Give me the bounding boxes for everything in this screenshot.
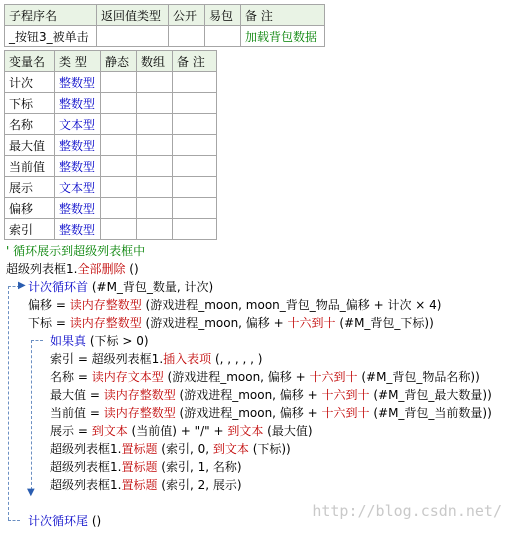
header-remark: 备 注 <box>241 5 325 26</box>
var-array-cell[interactable] <box>137 177 173 198</box>
loop-guide-line <box>8 286 9 520</box>
var-array-cell[interactable] <box>137 93 173 114</box>
header-var-name: 变量名 <box>5 51 55 72</box>
code-text: (游戏进程_moon, 偏移 + <box>163 370 310 384</box>
var-static-cell[interactable] <box>101 135 137 156</box>
code-text: (下标)) <box>248 442 291 456</box>
code-text: (#M_背包_下标)) <box>335 316 434 330</box>
if-end-arrow-icon: ▼ <box>27 487 35 498</box>
code-text: () <box>125 262 139 276</box>
function-name: 到文本 <box>227 424 264 438</box>
variables-header-row <box>5 51 217 72</box>
code-line-insert[interactable] <box>50 350 262 368</box>
header-var-type: 类 型 <box>55 51 101 72</box>
loop-keyword: 计次循环首 <box>28 280 89 294</box>
code-text: 超级列表框1. <box>50 460 122 474</box>
code-text: 超级列表框1. <box>50 442 122 456</box>
code-comment[interactable]: ' 循环展示到超级列表框中 <box>6 244 146 258</box>
function-name: 十六到十 <box>321 406 370 420</box>
public-cell[interactable] <box>169 26 205 47</box>
code-text: 名称 = <box>50 370 92 384</box>
variable-row[interactable] <box>5 177 217 198</box>
var-name-cell[interactable]: 计次 <box>5 72 55 93</box>
header-easy-package: 易包 <box>205 5 241 26</box>
var-type-cell[interactable]: 整数型 <box>55 135 101 156</box>
code-text: 偏移 = <box>28 298 70 312</box>
variable-row[interactable] <box>5 198 217 219</box>
code-line-offset[interactable] <box>28 296 441 314</box>
var-type-cell[interactable]: 整数型 <box>55 93 101 114</box>
code-text: 索引 = 超级列表框1. <box>50 352 164 366</box>
var-name-cell[interactable]: 最大值 <box>5 135 55 156</box>
variable-row[interactable] <box>5 114 217 135</box>
code-text: (索引, 1, 名称) <box>157 460 242 474</box>
function-name: 十六到十 <box>287 316 336 330</box>
function-name: 读内存文本型 <box>91 370 164 384</box>
code-line-clear[interactable] <box>6 260 139 278</box>
variable-row[interactable] <box>5 219 217 240</box>
code-text: () <box>88 514 102 528</box>
var-array-cell[interactable] <box>137 135 173 156</box>
code-text: (#M_背包_物品名称)) <box>357 370 480 384</box>
var-remark-cell[interactable] <box>173 198 217 219</box>
var-static-cell[interactable] <box>101 93 137 114</box>
code-line-loop-end[interactable] <box>28 512 101 530</box>
code-text: (当前值) + "/" + <box>127 424 228 438</box>
header-subroutine-name: 子程序名 <box>5 5 97 26</box>
code-line-title-2[interactable] <box>50 476 242 494</box>
if-start-connector <box>31 340 43 341</box>
if-guide-line <box>31 340 32 490</box>
variable-row[interactable] <box>5 72 217 93</box>
code-line-title-0[interactable] <box>50 440 291 458</box>
code-text: 超级列表框1. <box>50 478 122 492</box>
var-remark-cell[interactable] <box>173 156 217 177</box>
function-name: 十六到十 <box>309 370 358 384</box>
code-text: (游戏进程_moon, 偏移 + <box>141 316 288 330</box>
subroutine-table <box>4 4 325 47</box>
code-text: (#M_背包_最大数量)) <box>369 388 492 402</box>
code-text: (索引, 2, 展示) <box>157 478 242 492</box>
method-name: 置标题 <box>121 478 158 492</box>
code-text: (#M_背包_数量, 计次) <box>88 280 214 294</box>
code-text: (, , , , , ) <box>211 352 263 366</box>
var-remark-cell[interactable] <box>173 114 217 135</box>
var-array-cell[interactable] <box>137 114 173 135</box>
code-text: (游戏进程_moon, 偏移 + <box>175 406 322 420</box>
var-array-cell[interactable] <box>137 72 173 93</box>
function-name: 读内存整数型 <box>69 316 142 330</box>
var-remark-cell[interactable] <box>173 219 217 240</box>
code-line-max[interactable] <box>50 386 492 404</box>
variable-row[interactable] <box>5 93 217 114</box>
subroutine-row[interactable] <box>5 26 325 47</box>
var-static-cell[interactable] <box>101 219 137 240</box>
var-name-cell[interactable]: 展示 <box>5 177 55 198</box>
var-name-cell[interactable]: 当前值 <box>5 156 55 177</box>
var-type-cell[interactable]: 文本型 <box>55 114 101 135</box>
var-remark-cell[interactable] <box>173 177 217 198</box>
code-text: 下标 = <box>28 316 70 330</box>
header-static: 静态 <box>101 51 137 72</box>
header-var-remark: 备 注 <box>173 51 217 72</box>
var-name-cell[interactable]: 索引 <box>5 219 55 240</box>
var-remark-cell[interactable] <box>173 93 217 114</box>
var-static-cell[interactable] <box>101 156 137 177</box>
var-static-cell[interactable] <box>101 114 137 135</box>
code-text: (游戏进程_moon, moon_背包_物品_偏移 + 计次 × 4) <box>141 298 442 312</box>
method-name: 置标题 <box>121 442 158 456</box>
header-public: 公开 <box>169 5 205 26</box>
code-text: 超级列表框1. <box>6 262 78 276</box>
variable-row[interactable] <box>5 135 217 156</box>
code-text: 最大值 = <box>50 388 104 402</box>
var-type-cell[interactable]: 整数型 <box>55 198 101 219</box>
var-type-cell[interactable]: 文本型 <box>55 177 101 198</box>
loop-end-keyword: 计次循环尾 <box>28 514 89 528</box>
function-name: 读内存整数型 <box>103 406 176 420</box>
function-name: 读内存整数型 <box>69 298 142 312</box>
return-type-cell[interactable] <box>97 26 169 47</box>
method-name: 插入表项 <box>163 352 212 366</box>
code-text: (索引, 0, <box>157 442 213 456</box>
var-static-cell[interactable] <box>101 198 137 219</box>
code-line-title-1[interactable] <box>50 458 242 476</box>
code-line-index[interactable] <box>28 314 434 332</box>
code-text: (游戏进程_moon, 偏移 + <box>175 388 322 402</box>
var-array-cell[interactable] <box>137 198 173 219</box>
var-array-cell[interactable] <box>137 219 173 240</box>
code-text: (#M_背包_当前数量)) <box>369 406 492 420</box>
var-array-cell[interactable] <box>137 156 173 177</box>
code-line-loop-start[interactable] <box>28 278 213 296</box>
code-text: 当前值 = <box>50 406 104 420</box>
code-line-current[interactable] <box>50 404 492 422</box>
var-name-cell[interactable]: 名称 <box>5 114 55 135</box>
var-type-cell[interactable]: 整数型 <box>55 156 101 177</box>
method-name: 置标题 <box>121 460 158 474</box>
subroutine-header-row <box>5 5 325 26</box>
function-name: 十六到十 <box>321 388 370 402</box>
code-line-name[interactable] <box>50 368 480 386</box>
subroutine-name-cell[interactable]: _按钮3_被单击 <box>5 26 97 47</box>
header-array: 数组 <box>137 51 173 72</box>
loop-arrow-icon: ▶ <box>18 280 26 291</box>
code-text: (下标 > 0) <box>86 334 149 348</box>
var-name-cell[interactable]: 偏移 <box>5 198 55 219</box>
var-name-cell[interactable]: 下标 <box>5 93 55 114</box>
loop-end-connector <box>8 520 20 521</box>
variable-row[interactable] <box>5 156 217 177</box>
code-line-display[interactable] <box>50 422 313 440</box>
code-text: 展示 = <box>50 424 92 438</box>
function-name: 到文本 <box>91 424 128 438</box>
easy-package-cell[interactable] <box>205 26 241 47</box>
watermark: http://blog.csdn.net/ <box>312 502 502 520</box>
var-static-cell[interactable] <box>101 72 137 93</box>
var-type-cell[interactable]: 整数型 <box>55 219 101 240</box>
var-remark-cell[interactable] <box>173 72 217 93</box>
subroutine-remark-cell[interactable]: 加载背包数据 <box>241 26 325 47</box>
method-name: 全部删除 <box>77 262 126 276</box>
code-text: (最大值) <box>263 424 313 438</box>
var-static-cell[interactable] <box>101 177 137 198</box>
if-keyword: 如果真 <box>50 334 87 348</box>
function-name: 到文本 <box>212 442 249 456</box>
var-type-cell[interactable]: 整数型 <box>55 72 101 93</box>
function-name: 读内存整数型 <box>103 388 176 402</box>
code-line-if[interactable] <box>50 332 149 350</box>
variables-table <box>4 50 217 240</box>
var-remark-cell[interactable] <box>173 135 217 156</box>
header-return-type: 返回值类型 <box>97 5 169 26</box>
